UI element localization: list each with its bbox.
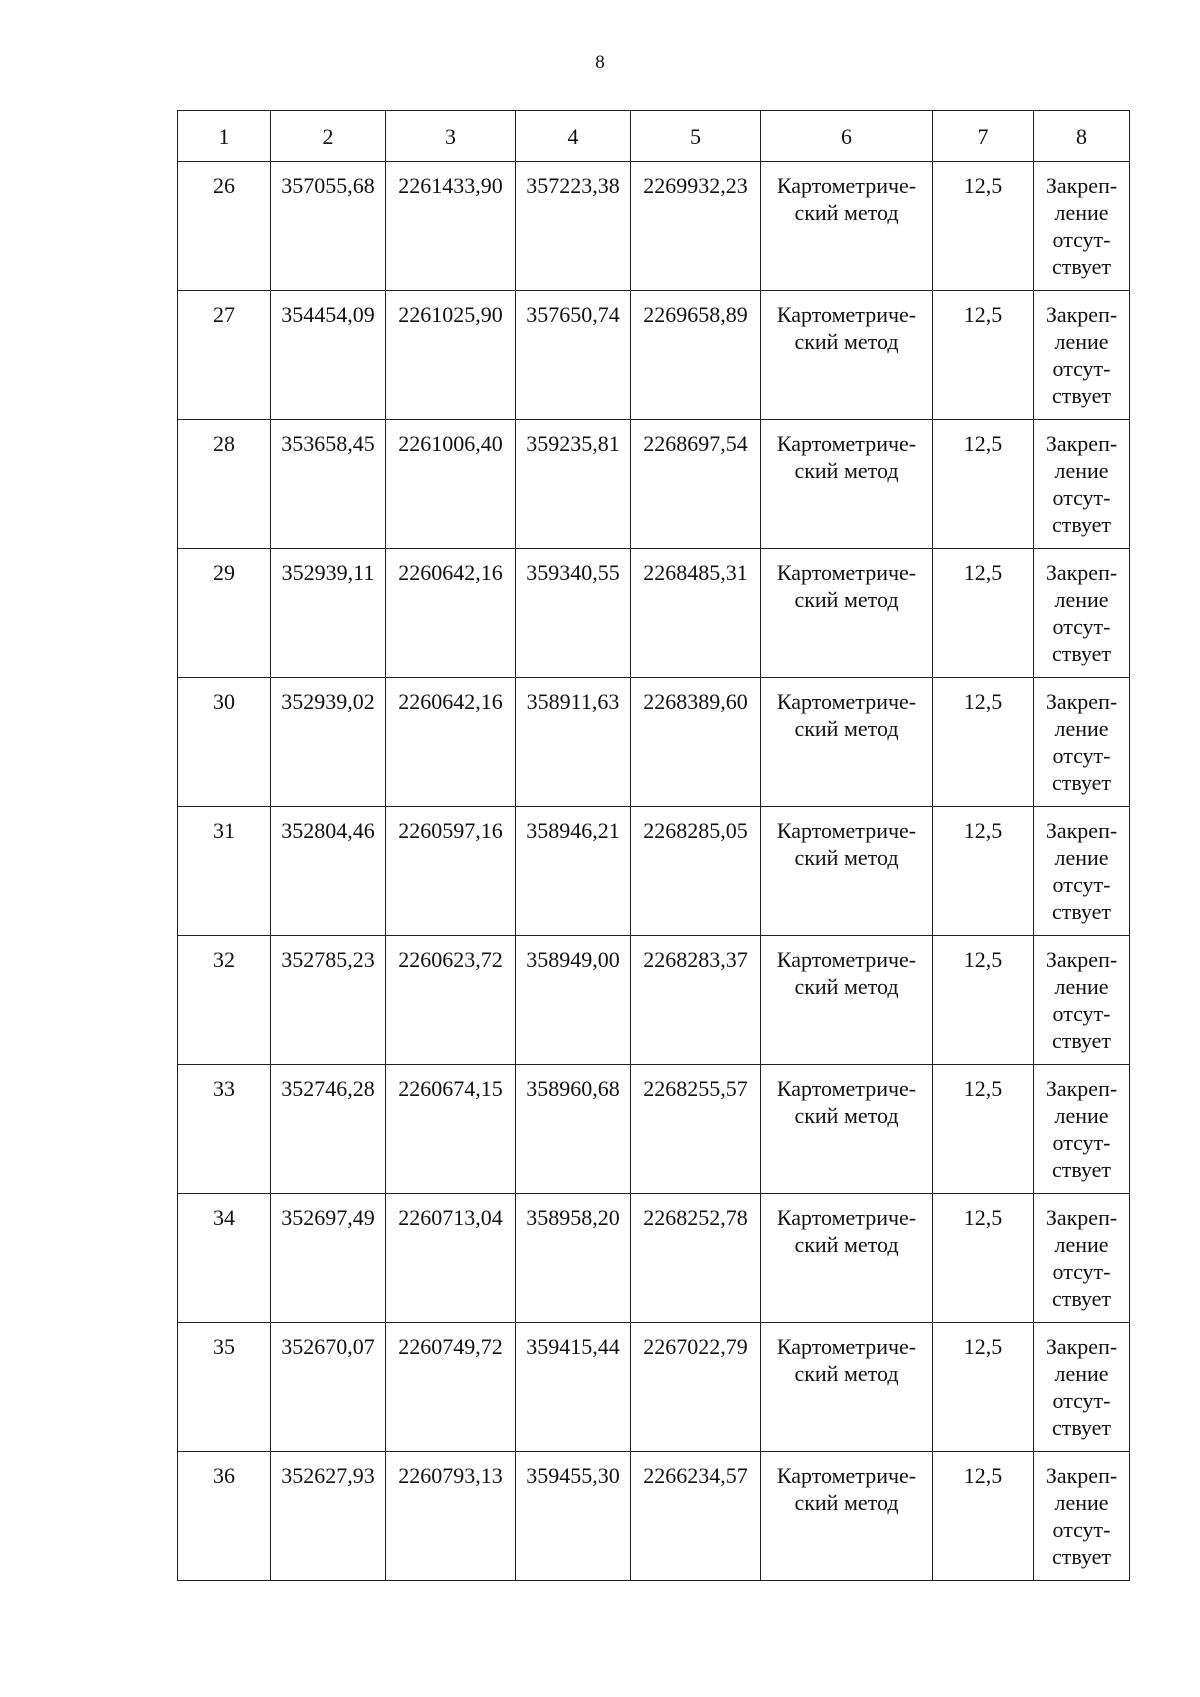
cell-line: ствует: [1051, 1028, 1112, 1053]
method-cell: [761, 549, 933, 678]
coordinates-table: [177, 110, 1130, 1581]
point-number-cell: 29: [178, 549, 271, 678]
cell-line: ление: [1054, 587, 1109, 612]
cell-line: Картометриче-: [776, 560, 917, 585]
cell-line: ствует: [1051, 1157, 1112, 1182]
marking-cell: [1034, 162, 1130, 291]
coordinate-cell: 2268252,78: [631, 1194, 761, 1323]
cell-line: ский метод: [794, 587, 899, 612]
point-number-cell: 30: [178, 678, 271, 807]
cell-line: Закреп-: [1045, 1463, 1118, 1488]
method-cell: [761, 291, 933, 420]
coordinate-cell: 352627,93: [271, 1452, 386, 1581]
header-cell: 2: [271, 111, 386, 162]
cell-line: Закреп-: [1045, 1205, 1118, 1230]
error-cell: 12,5: [933, 162, 1034, 291]
cell-line: отсут-: [1052, 743, 1111, 768]
point-number-cell: 33: [178, 1065, 271, 1194]
method-cell: [761, 678, 933, 807]
cell-line: ствует: [1051, 512, 1112, 537]
cell-line: Закреп-: [1045, 302, 1118, 327]
error-cell: 12,5: [933, 807, 1034, 936]
coordinate-cell: 2268285,05: [631, 807, 761, 936]
point-number-cell: 32: [178, 936, 271, 1065]
cell-line: ствует: [1051, 899, 1112, 924]
table-row: [178, 1323, 1130, 1452]
cell-line: Закреп-: [1045, 173, 1118, 198]
cell-line: ствует: [1051, 1544, 1112, 1569]
point-number-cell: 34: [178, 1194, 271, 1323]
marking-cell: [1034, 1065, 1130, 1194]
cell-line: ский метод: [794, 1361, 899, 1386]
marking-cell: [1034, 549, 1130, 678]
method-cell: [761, 936, 933, 1065]
cell-line: Закреп-: [1045, 818, 1118, 843]
coordinate-cell: 2268255,57: [631, 1065, 761, 1194]
coordinate-cell: 2261025,90: [386, 291, 516, 420]
cell-line: ский метод: [794, 458, 899, 483]
coordinate-cell: 352697,49: [271, 1194, 386, 1323]
cell-line: ление: [1054, 1103, 1109, 1128]
cell-line: ствует: [1051, 1415, 1112, 1440]
coordinate-cell: 359455,30: [516, 1452, 631, 1581]
coordinate-cell: 352785,23: [271, 936, 386, 1065]
coordinate-cell: 2260793,13: [386, 1452, 516, 1581]
header-cell: 1: [178, 111, 271, 162]
coordinate-cell: 353658,45: [271, 420, 386, 549]
error-cell: 12,5: [933, 678, 1034, 807]
cell-line: Картометриче-: [776, 689, 917, 714]
point-number-cell: 36: [178, 1452, 271, 1581]
method-cell: [761, 807, 933, 936]
header-cell: 5: [631, 111, 761, 162]
cell-line: ский метод: [794, 1490, 899, 1515]
cell-line: ский метод: [794, 1232, 899, 1257]
cell-line: ский метод: [794, 845, 899, 870]
cell-line: Картометриче-: [776, 1205, 917, 1230]
method-cell: [761, 1065, 933, 1194]
coordinate-cell: 2260674,15: [386, 1065, 516, 1194]
cell-line: Закреп-: [1045, 1076, 1118, 1101]
cell-line: ление: [1054, 1361, 1109, 1386]
table-row: [178, 162, 1130, 291]
header-cell: 6: [761, 111, 933, 162]
cell-line: отсут-: [1052, 1001, 1111, 1026]
cell-line: отсут-: [1052, 1130, 1111, 1155]
coordinate-cell: 359415,44: [516, 1323, 631, 1452]
header-cell: 8: [1034, 111, 1130, 162]
cell-line: Закреп-: [1045, 689, 1118, 714]
coordinate-cell: 2260749,72: [386, 1323, 516, 1452]
table-row: [178, 936, 1130, 1065]
cell-line: Картометриче-: [776, 173, 917, 198]
cell-line: ский метод: [794, 716, 899, 741]
marking-cell: [1034, 1194, 1130, 1323]
coordinate-cell: 2260713,04: [386, 1194, 516, 1323]
cell-line: ствует: [1051, 1286, 1112, 1311]
marking-cell: [1034, 1452, 1130, 1581]
table-row: [178, 291, 1130, 420]
coordinate-cell: 358946,21: [516, 807, 631, 936]
coordinate-cell: 358960,68: [516, 1065, 631, 1194]
cell-line: ление: [1054, 1232, 1109, 1257]
cell-line: Картометриче-: [776, 818, 917, 843]
coordinate-cell: 358949,00: [516, 936, 631, 1065]
coordinate-cell: 2268697,54: [631, 420, 761, 549]
cell-line: ствует: [1051, 641, 1112, 666]
coordinate-cell: 2260623,72: [386, 936, 516, 1065]
cell-line: ление: [1054, 845, 1109, 870]
cell-line: ский метод: [794, 1103, 899, 1128]
cell-line: Картометриче-: [776, 1334, 917, 1359]
cell-line: ление: [1054, 329, 1109, 354]
cell-line: отсут-: [1052, 1388, 1111, 1413]
cell-line: отсут-: [1052, 872, 1111, 897]
cell-line: Картометриче-: [776, 1463, 917, 1488]
error-cell: 12,5: [933, 1323, 1034, 1452]
error-cell: 12,5: [933, 291, 1034, 420]
coordinate-cell: 2268485,31: [631, 549, 761, 678]
method-cell: [761, 1194, 933, 1323]
table-row: [178, 549, 1130, 678]
coordinate-cell: 354454,09: [271, 291, 386, 420]
table-row: [178, 420, 1130, 549]
cell-line: отсут-: [1052, 485, 1111, 510]
cell-line: Закреп-: [1045, 560, 1118, 585]
error-cell: 12,5: [933, 549, 1034, 678]
method-cell: [761, 1452, 933, 1581]
marking-cell: [1034, 291, 1130, 420]
header-cell: 7: [933, 111, 1034, 162]
cell-line: отсут-: [1052, 614, 1111, 639]
cell-line: ление: [1054, 200, 1109, 225]
coordinate-cell: 2266234,57: [631, 1452, 761, 1581]
marking-cell: [1034, 678, 1130, 807]
table-row: [178, 1065, 1130, 1194]
page-number: 8: [595, 52, 605, 73]
coordinate-cell: 2269658,89: [631, 291, 761, 420]
cell-line: Закреп-: [1045, 431, 1118, 456]
point-number-cell: 26: [178, 162, 271, 291]
coordinate-cell: 2269932,23: [631, 162, 761, 291]
cell-line: ствует: [1051, 383, 1112, 408]
cell-line: Картометриче-: [776, 302, 917, 327]
table-row: [178, 807, 1130, 936]
error-cell: 12,5: [933, 1065, 1034, 1194]
coordinate-cell: 357055,68: [271, 162, 386, 291]
coordinate-cell: 352670,07: [271, 1323, 386, 1452]
coordinate-cell: 2260642,16: [386, 549, 516, 678]
coordinate-cell: 2260642,16: [386, 678, 516, 807]
coordinate-cell: 358911,63: [516, 678, 631, 807]
cell-line: отсут-: [1052, 1259, 1111, 1284]
point-number-cell: 31: [178, 807, 271, 936]
method-cell: [761, 162, 933, 291]
cell-line: ление: [1054, 1490, 1109, 1515]
cell-line: Картометриче-: [776, 431, 917, 456]
cell-line: отсут-: [1052, 1517, 1111, 1542]
marking-cell: [1034, 936, 1130, 1065]
coordinate-cell: 2268283,37: [631, 936, 761, 1065]
coordinate-cell: 2260597,16: [386, 807, 516, 936]
coordinate-cell: 2261006,40: [386, 420, 516, 549]
method-cell: [761, 1323, 933, 1452]
marking-cell: [1034, 420, 1130, 549]
header-cell: 4: [516, 111, 631, 162]
coordinate-cell: 359340,55: [516, 549, 631, 678]
marking-cell: [1034, 807, 1130, 936]
table-row: [178, 1452, 1130, 1581]
error-cell: 12,5: [933, 1194, 1034, 1323]
cell-line: ление: [1054, 974, 1109, 999]
cell-line: ский метод: [794, 200, 899, 225]
cell-line: ление: [1054, 716, 1109, 741]
coordinate-cell: 358958,20: [516, 1194, 631, 1323]
coordinate-cell: 357650,74: [516, 291, 631, 420]
error-cell: 12,5: [933, 420, 1034, 549]
cell-line: отсут-: [1052, 227, 1111, 252]
cell-line: Закреп-: [1045, 1334, 1118, 1359]
header-cell: 3: [386, 111, 516, 162]
point-number-cell: 27: [178, 291, 271, 420]
cell-line: Закреп-: [1045, 947, 1118, 972]
cell-line: ление: [1054, 458, 1109, 483]
coordinate-cell: 352804,46: [271, 807, 386, 936]
coordinate-cell: 2261433,90: [386, 162, 516, 291]
point-number-cell: 28: [178, 420, 271, 549]
coordinate-cell: 352939,11: [271, 549, 386, 678]
cell-line: отсут-: [1052, 356, 1111, 381]
coordinate-cell: 2267022,79: [631, 1323, 761, 1452]
coordinate-cell: 352939,02: [271, 678, 386, 807]
cell-line: ский метод: [794, 329, 899, 354]
coordinate-cell: 2268389,60: [631, 678, 761, 807]
error-cell: 12,5: [933, 1452, 1034, 1581]
table-body: [178, 162, 1130, 1581]
coordinate-cell: 352746,28: [271, 1065, 386, 1194]
header-row: [178, 111, 1130, 162]
cell-line: Картометриче-: [776, 1076, 917, 1101]
coordinate-cell: 359235,81: [516, 420, 631, 549]
coordinate-cell: 357223,38: [516, 162, 631, 291]
table-row: [178, 678, 1130, 807]
cell-line: ствует: [1051, 770, 1112, 795]
table-header: [178, 111, 1130, 162]
cell-line: ский метод: [794, 974, 899, 999]
point-number-cell: 35: [178, 1323, 271, 1452]
cell-line: ствует: [1051, 254, 1112, 279]
marking-cell: [1034, 1323, 1130, 1452]
cell-line: Картометриче-: [776, 947, 917, 972]
method-cell: [761, 420, 933, 549]
error-cell: 12,5: [933, 936, 1034, 1065]
table-row: [178, 1194, 1130, 1323]
